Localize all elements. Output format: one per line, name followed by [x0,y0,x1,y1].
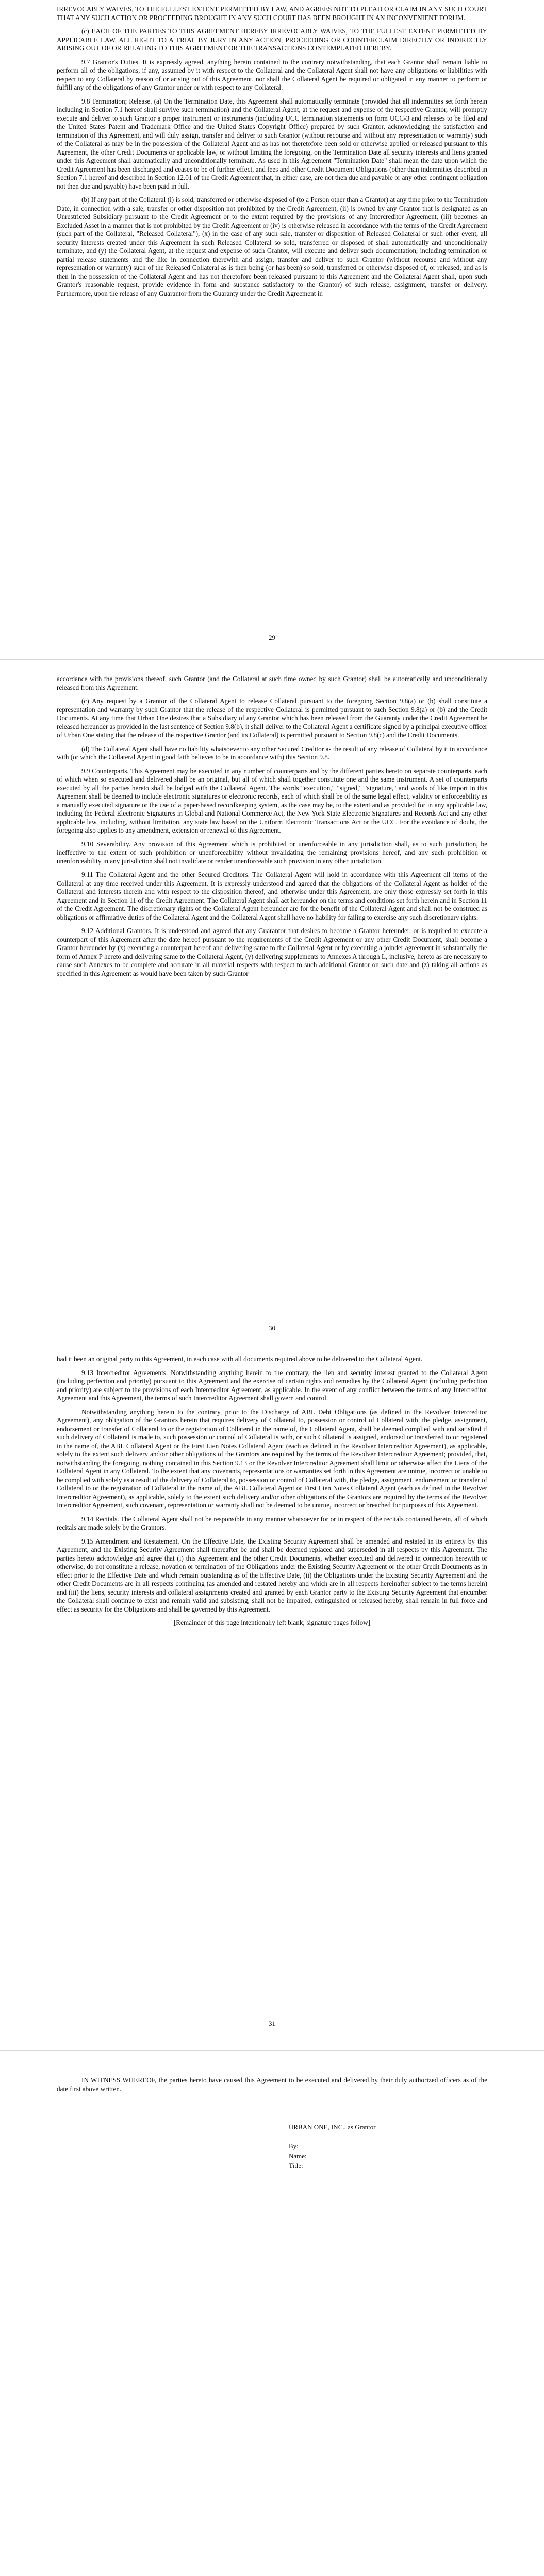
paragraph: 9.7 Grantor's Duties. It is expressly agreed, anything herein contained to the contrary notwithstanding, that each Grantor shall remain liable to perform all of the obligations, if any, assumed by it with respect to the Collateral and the Collateral Agent shall not have any obligations or liabilities with respect to any Collateral by reason of or arising out of this Agreement, nor shall the Collateral Agent be required or obligated in any manner to perform or fulfill any of the obligations of any Grantor under or with respect to any Collateral. [57,58,487,91]
paragraph: 9.9 Counterparts. This Agreement may be executed in any number of counterparts and by the different parties hereto on separate counterparts, each of which when so executed and delivered shall be an original, but all of which shall together constitute one and the same instrument. A set of counterparts executed by all the parties hereto shall be lodged with the Collateral Agent. The words "execution," "signed," "signature," and words of like import in this Agreement shall be deemed to include electronic signatures or electronic records, each of which shall be of the same legal effect, validity or enforceability as a manually executed signature or the use of a paper-based recordkeeping system, as the case may be, to the extent and as provided for in any applicable law, including the Federal Electronic Signatures in Global and National Commerce Act, the New York State Electronic Signatures and Records Act and any other applicable law, including, without limitation, any state law based on the Uniform Electronic Transactions Act or the UCC. For the avoidance of doubt, the foregoing also applies to any amendment, extension or renewal of this Agreement. [57,767,487,834]
signature-line[interactable] [289,2142,459,2150]
paragraph: Notwithstanding anything herein to the contrary, prior to the Discharge of ABL Debt Obligations (as defined in the Revolver Intercreditor Agreement), any obligation of the Grantors herein that requires delivery of Collateral to, possession or control of Collateral with, the pledge, assignment, endorsement or transfer of Collateral to or the registration of Collateral in the name of, the Collateral Agent, shall be deemed complied with and satisfied if such delivery of Collateral is made to, such possession or control of Collateral is with, or such Collateral is assigned, endorsed or transferred to or registered in the name of, the ABL Collateral Agent or the First Lien Notes Collateral Agent (each as defined in the Revolver Intercreditor Agreement), as applicable, solely to the extent such delivery and/or other obligations of the Grantors are required by the terms of the Revolver Intercreditor Agreement; provided, that, notwithstanding the foregoing, nothing contained in this Section 9.13 or the Revolver Intercreditor Agreement shall limit or otherwise affect the Liens of the Collateral Agent in any Collateral. To the extent that any covenants, representations or warranties set forth in this Agreement are untrue, incorrect or unable to be complied with solely as a result of the delivery of Collateral to, possession or control of Collateral with, the pledge, assignment, endorsement or transfer of Collateral to or the registration of Collateral in the name of, the ABL Collateral Agent or First Lien Notes Collateral Agent (each as defined in the Revolver Intercreditor Agreement), as applicable, solely to the extent such delivery and/or other obligations of the Grantors are required by the terms of the Revolver Intercreditor Agreement, such covenant, representation or warranty shall not be deemed to be untrue, incorrect or breached for purposes of this Agreement. [57,1408,487,1509]
page-1 [0,0,544,649]
paragraph: 9.15 Amendment and Restatement. On the Effective Date, the Existing Security Agreement shall be amended and restated in its entirety by this Agreement, and the Existing Security Agreement shall thereafter be and shall be deemed replaced and superseded in all respects by this Agreement. The parties hereto acknowledge and agree that (i) this Agreement and the other Credit Documents, whether executed and delivered in connection herewith or otherwise, do not constitute a release, novation or termination of the Obligations under the Existing Security Agreement or the other Credit Documents as in effect prior to the Effective Date and which remain outstanding as of the Effective Date, (ii) the Obligations under the Existing Security Agreement and the other Credit Documents are in all respects continuing (as amended and restated hereby and which are in all respects hereinafter subject to the terms herein) and (iii) the liens, security interests and collateral assignments created and granted by each Grantor party to the Existing Security Agreement that encumber the Collateral shall continue to exist and remain valid and subsisting, shall not be impaired, extinguished or released hereby, shall remain in full force and effect as security for the Obligations and shall be governed by this Agreement. [57,1537,487,1613]
title-line[interactable] [289,2161,459,2170]
paragraph: accordance with the provisions thereof, such Grantor (and the Collateral at such time owned by such Grantor) shall be automatically and unconditionally released from this Agreement. [57,675,487,691]
paragraph: 9.12 Additional Grantors. It is understood and agreed that any Guarantor that desires to become a Grantor hereunder, or is required to execute a counterpart of this Agreement after the date hereof pursuant to the requirements of the Credit Agreement or any other Credit Document, shall become a Grantor hereunder by (x) executing a counterpart hereof and delivering same to the Collateral Agent or by executing a joinder agreement in substantially the form of Annex P hereto and delivering same to the Collateral Agent, (y) delivering supplements to Annexes A through L, inclusive, hereto as are necessary to cause such Annexes to be complete and accurate in all material respects with respect to such additional Grantor on such date and (z) taking all actions as specified in this Agreement as would have been taken by such Grantor [57,927,487,977]
page-4-body [57,2076,487,2098]
page-number: 31 [269,2020,275,2027]
page-number: 30 [269,1324,275,1332]
by-label: By: [289,2142,299,2150]
name-line[interactable] [289,2151,459,2160]
page-4 [0,2056,544,2576]
paragraph: IRREVOCABLY WAIVES, TO THE FULLEST EXTENT PERMITTED BY LAW, AND AGREES NOT TO PLEAD OR CLAIM IN ANY SUCH COURT THAT ANY SUCH ACTION OR PROCEEDING BROUGHT IN ANY SUCH COURT HAS BEEN BROUGHT IN AN INCONVENIENT FORUM. [57,5,487,22]
page-3-body [57,1355,487,1633]
title-label: Title: [289,2162,303,2170]
page-2-body [57,675,487,983]
remainder-note: [Remainder of this page intentionally left blank; signature pages follow] [173,1619,371,1626]
paragraph: (d) The Collateral Agent shall have no liability whatsoever to any other Secured Creditor as the result of any release of Collateral by it in accordance with (or which the Collateral Agent in good faith believes to be in accordance with) this Section 9.8. [57,744,487,761]
paragraph: 9.10 Severability. Any provision of this Agreement which is prohibited or unenforceable in any jurisdiction shall, as to such jurisdiction, be ineffective to the extent of such prohibition or unenforceability without invalidating the remaining provisions hereof, and any such prohibition or unenforceability in any jurisdiction shall not invalidate or render unenforceable such provision in any other jurisdiction. [57,840,487,865]
by-rule [315,2143,459,2150]
witness-clause: IN WITNESS WHEREOF, the parties hereto have caused this Agreement to be executed and delivered by their duly authorized officers as of the date first above written. [57,2076,487,2093]
name-blank [315,2153,459,2160]
page-1-body [57,5,487,303]
paragraph: 9.14 Recitals. The Collateral Agent shall not be responsible in any manner whatsoever for or in respect of the recitals contained herein, all of which recitals are made solely by the Grantors. [57,1515,487,1531]
paragraph: had it been an original party to this Agreement, in each case with all documents required above to be delivered to the Collateral Agent. [57,1355,423,1363]
page-divider [0,659,544,660]
paragraph: (c) EACH OF THE PARTIES TO THIS AGREEMENT HEREBY IRREVOCABLY WAIVES, TO THE FULLEST EXTENT PERMITTED BY APPLICABLE LAW, ALL RIGHT TO A TRIAL BY JURY IN ANY ACTION, PROCEEDING OR COUNTERCLAIM DIRECTLY OR INDIRECTLY ARISING OUT OF OR RELATING TO THIS AGREEMENT OR THE TRANSACTIONS CONTEMPLATED HEREBY. [57,27,487,52]
paragraph: 9.13 Intercreditor Agreements. Notwithstanding anything herein to the contrary, the lien and security interest granted to the Collateral Agent (including perfection and priority) pursuant to this Agreement and the exercise of certain rights and remedies by the Collateral Agent (including perfection and priority) are subject to the provisions of each Intercreditor Agreement, as applicable. In the event of any conflict between the terms of any Intercreditor Agreement and this Agreement, the terms of such Intercreditor Agreement shall govern and control. [57,1368,487,1402]
title-blank [315,2163,459,2170]
paragraph: 9.11 The Collateral Agent and the other Secured Creditors. The Collateral Agent will hold in accordance with this Agreement all items of the Collateral at any time received under this Agreement. It is expressly understood and agreed that the obligations of the Collateral Agent as holder of the Collateral and interests therein and with respect to the disposition thereof, and otherwise under this Agreement, are only those expressly set forth in this Agreement and in Section 11 of the Credit Agreement. The Collateral Agent shall act hereunder on the terms and conditions set forth herein and in Section 11 of the Credit Agreement. The discretionary rights of the Collateral Agent hereunder are for the benefit of the Collateral Agent and shall not be construed as obligations or affirmative duties of the Collateral Agent and the Collateral Agent shall have no liability for failing to exercise any such discretionary rights. [57,871,487,921]
page-3 [0,1350,544,2045]
paragraph: 9.8 Termination; Release. (a) On the Termination Date, this Agreement shall automatically terminate (provided that all indemnities set forth herein including in Section 7.1 hereof shall survive such termination) and the Collateral Agent, at the request and expense of the respective Grantor, will promptly execute and deliver to such Grantor a proper instrument or instruments (including UCC termination statements on form UCC-3 and releases to be filed and the United States Patent and Trademark Office and the United States Copyright Office) prepared by such Grantor, acknowledging the satisfaction and termination of this Agreement, and will duly assign, transfer and deliver to such Grantor (without recourse and without any representation or warranty) such of the Collateral as may be in the possession of the Collateral Agent and as has not theretofore been sold or otherwise applied or released pursuant to this Agreement, the other Credit Documents or applicable law, or without limiting the foregoing, on the Termination Date all security interests and liens granted under this Agreement shall automatically and unconditionally terminate. As used in this Agreement "Termination Date" shall mean the date upon which the Credit Agreement has been discharged and ceases to be of further effect, and fees and other Credit Document Obligations (other than indemnities described in Section 7.1 hereof and described in Section 12.01 of the Credit Agreement that, in either case, are not then due and payable or any other contingent obligation not then due and payable) have been paid in full. [57,97,487,190]
signature-block [289,2123,459,2170]
page-2 [0,670,544,1340]
paragraph: (b) If any part of the Collateral (i) is sold, transferred or otherwise disposed of (to a Person other than a Grantor) at any time prior to the Termination Date, in connection with a sale, transfer or other disposition not prohibited by the Credit Agreement, (ii) is owned by any Grantor that is designated as an Unrestricted Subsidiary pursuant to the Credit Agreement or to the extent required by the provisions of any Intercreditor Agreement, (iii) becomes an Excluded Asset in a manner that is not prohibited by the Credit Agreement or (iv) is otherwise released in accordance with the terms of the Credit Agreement (such part of the Collateral, "Released Collateral"), (x) in the case of any such sale, transfer or disposition of Released Collateral or such other event, all security interests created under this Agreement in such Released Collateral so sold, transferred or disposed of shall automatically and unconditionally terminate, and (y) the Collateral Agent, at the request and expense of such Grantor, will execute and deliver such documentation, including termination or partial release statements and the like in connection therewith and assign, transfer and deliver to such Grantor (without recourse and without any representation or warranty) such of the Released Collateral as is then being (or has been) so sold, transferred or otherwise disposed of, or released, and as is then in the possession of the Collateral Agent and has not theretofore been released pursuant to this Agreement and the Collateral Agent shall, upon such Grantor's reasonable request, provide evidence in form and substance satisfactory to the Grantor) of such release, assignment, transfer or delivery. Furthermore, upon the release of any Guarantor from the Guaranty under the Credit Agreement in [57,196,487,297]
signatory-company: URBAN ONE, INC., as Grantor [289,2123,376,2131]
name-label: Name: [289,2152,307,2160]
page-number: 29 [269,634,275,641]
page-divider [0,2050,544,2051]
paragraph: (c) Any request by a Grantor of the Collateral Agent to release Collateral pursuant to the foregoing Section 9.8(a) or (b) shall constitute a representation and warranty by such Grantor that the release of the respective Collateral is permitted pursuant to such Section 9.8(a) or (b) and the Credit Documents. At any time that Urban One desires that a Subsidiary of any Grantor which has been released from the Guaranty under the Credit Agreement be released hereunder as provided in the last sentence of Section 9.8(b), it shall deliver to the Collateral Agent a certificate signed by a principal executive officer of Urban One stating that the release of the respective Grantor (and its Collateral) is permitted pursuant to Section 9.8(c) and the Credit Documents. [57,697,488,739]
